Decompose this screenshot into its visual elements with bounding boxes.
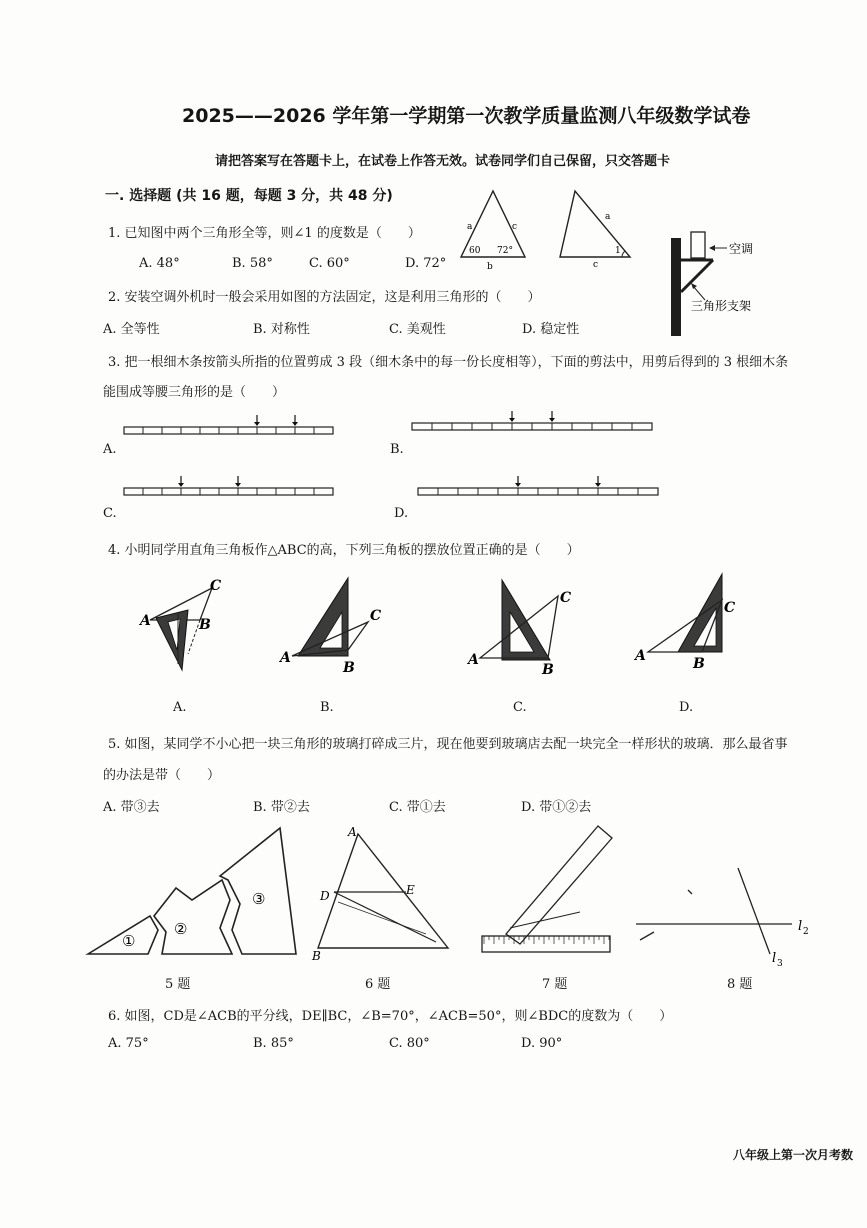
page-title: 2025——2026 学年第一学期第一次教学质量监测八年级数学试卷 [182, 105, 751, 127]
q4-option-d: D. [679, 700, 694, 715]
q5-option-c: C. 带①去 [389, 800, 446, 815]
q1-label-c2: c [593, 260, 599, 270]
q2-label-ac: 空调 [729, 242, 754, 256]
svg-text:A: A [280, 650, 291, 666]
q1-angle-60: 60 [469, 246, 481, 256]
svg-text:B: B [312, 949, 321, 963]
q3-option-b: B. [390, 442, 404, 457]
q1-stem: 1. 已知图中两个三角形全等，则∠1 的度数是（ ） [108, 226, 421, 241]
q4-setsquare-figures [130, 572, 750, 687]
q4-option-a: A. [173, 700, 187, 715]
svg-text:2: 2 [803, 927, 809, 937]
q3-option-a: A. [103, 442, 117, 457]
fig8-caption: 8 题 [727, 977, 753, 992]
q3-stick-d [418, 476, 658, 495]
q6-option-b: B. 85° [253, 1036, 294, 1051]
q1-angle-1: 1 [615, 246, 621, 256]
q2-option-b: B. 对称性 [253, 322, 310, 337]
q4-figure-d [633, 574, 735, 672]
q1-option-b: B. 58° [232, 256, 273, 271]
svg-text:C: C [560, 590, 572, 606]
piece-2-label: ② [174, 920, 188, 938]
svg-text:B: B [199, 617, 211, 633]
svg-text:C: C [724, 600, 736, 616]
q4-option-b: B. [320, 700, 334, 715]
q2-stem: 2. 安装空调外机时一般会采用如图的方法固定，这是利用三角形的（ ） [108, 290, 541, 305]
q3-stem-line2: 能围成等腰三角形的是（ ） [103, 385, 286, 400]
q1-triangles-figure [455, 185, 645, 275]
svg-text:B: B [542, 662, 554, 678]
svg-text:C: C [370, 608, 382, 624]
fig7-rulers [482, 826, 612, 952]
q6-stem: 6. 如图，CD是∠ACB的平分线，DE∥BC，∠B=70°，∠ACB=50°，则∠BDC的度数为（ ） [108, 1009, 673, 1024]
svg-text:A: A [348, 825, 357, 839]
q3-stem-line1: 3. 把一根细木条按箭头所指的位置剪成 3 段（细木条中的每一份长度相等），下面的剪法中，用剪后得到的 3 根细木条 [108, 355, 789, 370]
fig7-caption: 7 题 [542, 977, 568, 992]
q4-stem: 4. 小明同学用直角三角板作△ABC的高，下列三角板的摆放位置正确的是（ ） [108, 543, 580, 558]
q1-label-b: b [487, 262, 493, 272]
fig8-lines [636, 868, 809, 969]
svg-text:l: l [798, 919, 803, 934]
svg-text:C: C [210, 578, 222, 594]
q1-angle-72: 72° [497, 246, 513, 256]
figures-row [80, 820, 809, 970]
svg-text:A: A [468, 652, 479, 668]
q2-option-d: D. 稳定性 [522, 322, 580, 337]
q1-label-c: c [512, 222, 518, 232]
q1-option-a: A. 48° [139, 256, 180, 271]
exam-notice: 请把答案写在答题卡上，在试卷上作答无效。试卷同学们自己保留，只交答题卡 [215, 154, 671, 169]
q3-sticks-figure [100, 405, 670, 530]
q4-figure-b [278, 578, 381, 676]
q4-figure-a [138, 578, 221, 670]
piece-1-label: ① [122, 932, 136, 950]
q2-option-a: A. 全等性 [103, 322, 160, 337]
q2-label-bracket: 三角形支架 [691, 299, 752, 313]
q5-stem-line1: 5. 如图，某同学不小心把一块三角形的玻璃打碎成三片，现在他要到玻璃店去配一块完全一样形状的玻璃．那么最省事 [108, 737, 788, 752]
q3-option-c: C. [103, 506, 117, 521]
piece-3-label: ③ [252, 890, 266, 908]
q4-option-c: C. [513, 700, 527, 715]
q6-option-c: C. 80° [389, 1036, 430, 1051]
q4-figure-c [466, 580, 571, 678]
q1-option-d: D. 72° [405, 256, 447, 271]
svg-text:B: B [693, 656, 705, 672]
q3-stick-c [124, 476, 333, 495]
q5-stem-line2: 的办法是带（ ） [103, 768, 221, 783]
q5-option-b: B. 带②去 [253, 800, 310, 815]
fig5-caption: 5 题 [165, 977, 191, 992]
q2-option-c: C. 美观性 [389, 322, 446, 337]
section-heading: 一. 选择题 (共 16 题，每题 3 分，共 48 分) [105, 188, 393, 204]
fig5-broken-glass [88, 828, 296, 954]
q1-label-a2: a [605, 212, 611, 222]
svg-text:B: B [343, 660, 355, 676]
svg-text:E: E [406, 883, 415, 897]
q6-option-a: A. 75° [108, 1036, 149, 1051]
svg-text:D: D [320, 889, 330, 903]
q3-stick-a [124, 415, 333, 434]
q3-option-d: D. [394, 506, 409, 521]
svg-text:A: A [140, 613, 151, 629]
q5-option-d: D. 带①②去 [521, 800, 592, 815]
page-footer: 八年级上第一次月考数 [733, 1148, 854, 1162]
q3-stick-b [412, 411, 652, 430]
q5-option-a: A. 带③去 [103, 800, 160, 815]
svg-text:l: l [772, 951, 777, 966]
q2-ac-bracket-figure [665, 228, 795, 338]
fig6-caption: 6 题 [365, 977, 391, 992]
q6-option-d: D. 90° [521, 1036, 563, 1051]
svg-text:3: 3 [777, 959, 783, 969]
q1-label-a: a [467, 222, 473, 232]
fig6-triangle [311, 825, 448, 963]
svg-text:A: A [635, 648, 646, 664]
q1-option-c: C. 60° [309, 256, 350, 271]
